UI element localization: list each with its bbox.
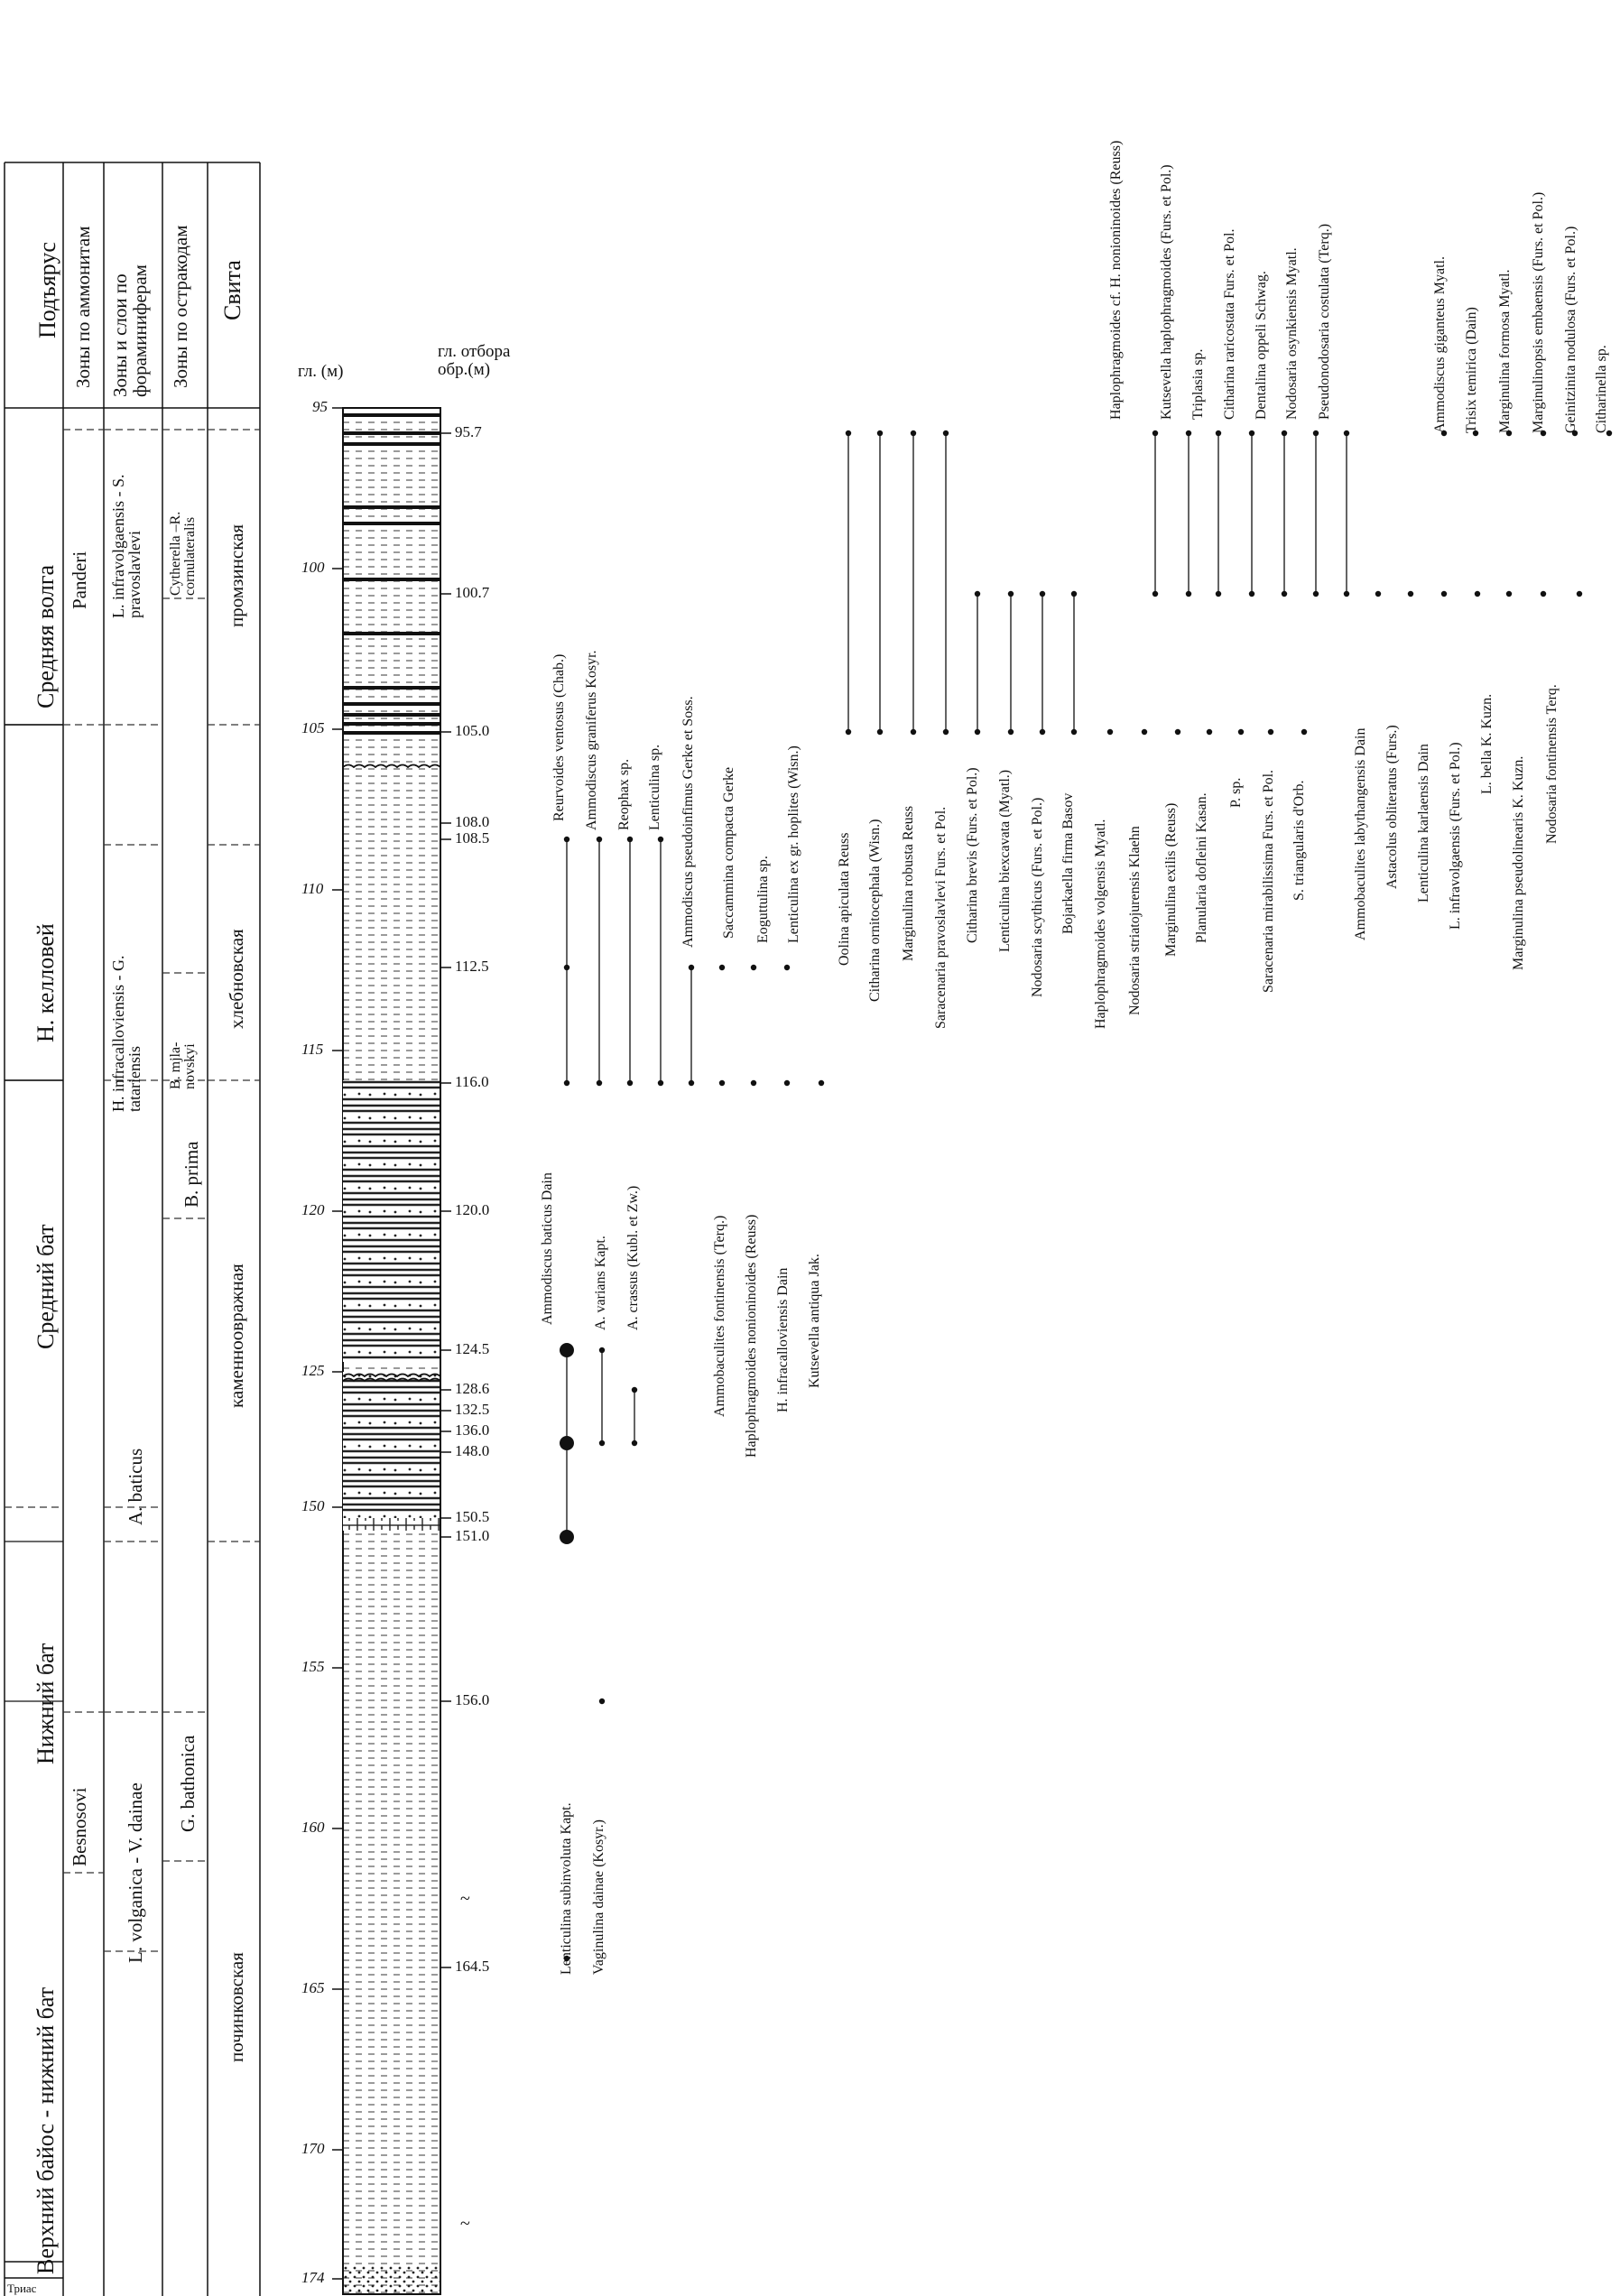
occurrence-dot bbox=[689, 1080, 694, 1086]
occurrence-dot bbox=[1216, 430, 1221, 436]
occurrence-dot bbox=[1107, 729, 1113, 735]
occurrence-dot bbox=[1008, 591, 1014, 597]
occurrence-dot bbox=[564, 965, 569, 970]
occurrence-dot bbox=[1541, 591, 1546, 597]
sample-depth: 116.0 bbox=[455, 1073, 489, 1090]
sample-depth: 120.0 bbox=[455, 1201, 490, 1218]
occurrence-dot bbox=[1441, 591, 1447, 597]
occurrence-dot bbox=[784, 1080, 790, 1086]
species-oolina-apiculata: Oolina apiculata Reuss bbox=[837, 832, 852, 966]
foram-zone-volganica-dainae: L. volganica - V. dainae bbox=[125, 1782, 146, 1963]
ammonite-zone-besnosovi: Besnosovi bbox=[69, 1787, 90, 1866]
occurrence-dot bbox=[1249, 591, 1254, 597]
sand-bed bbox=[343, 2265, 440, 2292]
occurrence-dot bbox=[1175, 729, 1180, 735]
ostracod-zone-mjlanovskyi-text: B. mjla- novskyi bbox=[168, 1042, 198, 1089]
occurrence-dot bbox=[1040, 591, 1045, 597]
occurrence-dot bbox=[784, 965, 790, 970]
occurrence-dot bbox=[627, 1080, 633, 1086]
occurrence-dot bbox=[658, 837, 663, 842]
species-saracenaria-mirabilissima: Saracenaria mirabilissima Furs. et Pol. bbox=[1261, 769, 1276, 993]
occurrence-dot bbox=[1313, 430, 1319, 436]
occurrence-dot bbox=[719, 965, 725, 970]
species-lenticulina-sp: Lenticulina sp. bbox=[647, 744, 662, 830]
occurrence-dot bbox=[1408, 591, 1413, 597]
species-haplophragmoides-volgensis: Haplophragmoides volgensis Myatl. bbox=[1093, 819, 1108, 1029]
species-l-infravolgaensis: L. infravolgaensis (Furs. et Pol.) bbox=[1448, 742, 1463, 930]
depth-tick: 170 bbox=[301, 2140, 325, 2157]
occurrence-dot bbox=[1153, 430, 1158, 436]
formation-pochinkovskaya: починковская bbox=[226, 1952, 247, 2062]
occurrence-dot bbox=[1506, 591, 1512, 597]
dark-band bbox=[343, 702, 440, 706]
occurrence-dot bbox=[564, 837, 569, 842]
occurrence-dot bbox=[911, 729, 916, 735]
occurrence-dot bbox=[1577, 591, 1582, 597]
occurrence-dot bbox=[1375, 591, 1381, 597]
species-citharina-raricostata: Citharina raricostata Furs. et Pol. bbox=[1222, 228, 1237, 420]
occurrence-dot bbox=[1186, 430, 1191, 436]
occurrence-dot bbox=[1475, 591, 1480, 597]
occurrence-dot bbox=[911, 430, 916, 436]
tilde-mark: ~ bbox=[460, 2214, 470, 2234]
occurrence-dot bbox=[1344, 591, 1349, 597]
dark-band bbox=[343, 431, 440, 435]
occurrence-dot bbox=[943, 729, 949, 735]
silt-interval bbox=[343, 1372, 440, 1518]
species-astacolus-obliteratus: Astacolus obliteratus (Furs.) bbox=[1384, 725, 1400, 889]
occurrence-dot bbox=[1344, 430, 1349, 436]
species-nodosaria-osynkiensis: Nodosaria osynkiensis Myatl. bbox=[1284, 247, 1300, 420]
species-ammodiscus-graniferus: Ammodiscus graniferus Kosyr. bbox=[584, 650, 599, 830]
species-nodosaria-scythicus: Nodosaria scythicus (Furs. et Pol.) bbox=[1030, 797, 1045, 997]
sample-depth: 128.6 bbox=[455, 1380, 490, 1397]
occurrence-dot bbox=[975, 729, 980, 735]
ostracod-zone-mjlanovskyi bbox=[169, 1017, 198, 1089]
species-ammodiscus-baticus-text: Ammodiscus baticus Dain bbox=[540, 1172, 555, 1325]
species-trisix-temirica: Trisix temirica (Dain) bbox=[1464, 307, 1479, 433]
occurrence-dot bbox=[1301, 729, 1307, 735]
formation-kamennoovrazhnaya: каменноовражная bbox=[226, 1264, 247, 1408]
species-geinitzinita-nodulosa: Geinitzinita nodulosa (Furs. et Pol.) bbox=[1563, 226, 1578, 433]
occurrence-dot bbox=[1313, 591, 1319, 597]
occurrence-dot bbox=[560, 1436, 574, 1450]
sample-depth: 105.0 bbox=[455, 722, 490, 739]
species-eoguttulina-sp: Eoguttulina sp. bbox=[755, 856, 771, 943]
occurrence-dot bbox=[632, 1440, 637, 1446]
species-marginulina-formosa: Marginulina formosa Myatl. bbox=[1497, 269, 1513, 433]
occurrence-dot bbox=[632, 1387, 637, 1393]
depth-tick: 165 bbox=[301, 1979, 325, 1996]
silt-interval bbox=[343, 1080, 440, 1362]
depth-tick: 150 bbox=[301, 1497, 325, 1514]
occurrence-dot bbox=[1186, 591, 1191, 597]
depth-tick: 110 bbox=[301, 880, 324, 897]
occurrence-dot bbox=[1249, 430, 1254, 436]
ammonite-zone-panderi: Panderi bbox=[69, 551, 90, 609]
species-citharina-brevis: Citharina brevis (Furs. et Pol.) bbox=[965, 767, 980, 943]
substage-middle-bathonian: Средний бат bbox=[32, 1224, 59, 1349]
species-nodosaria-fontinensis: Nodosaria fontinensis Terq. bbox=[1544, 684, 1560, 844]
occurrence-dot bbox=[627, 837, 633, 842]
depth-tick: 120 bbox=[301, 1201, 325, 1218]
sample-depth: 108.0 bbox=[455, 813, 490, 830]
sample-depth: 124.5 bbox=[455, 1340, 490, 1357]
sample-depth: 150.5 bbox=[455, 1508, 490, 1525]
sample-depth: 132.5 bbox=[455, 1401, 490, 1418]
occurrence-dot bbox=[846, 729, 851, 735]
limestone-bed bbox=[343, 1518, 440, 1531]
species-bojarkaella-firma: Bojarkaella firma Basov bbox=[1060, 792, 1076, 934]
occurrence-dot bbox=[564, 1080, 569, 1086]
dark-band bbox=[343, 442, 440, 446]
species-ammobaculites-labythangensis: Ammobaculites labythangensis Dain bbox=[1353, 727, 1368, 940]
species-haplophragmoides-cf bbox=[1108, 59, 1125, 420]
dark-band bbox=[343, 731, 440, 735]
foram-zone-baticus: A. baticus bbox=[125, 1448, 146, 1525]
ostracod-zone-cytherella bbox=[169, 442, 198, 596]
sample-depth: 95.7 bbox=[455, 423, 482, 440]
dark-band bbox=[343, 505, 440, 509]
species-lenticulina-biexcavata: Lenticulina biexcavata (Myatl.) bbox=[997, 769, 1013, 952]
sample-depth: 108.5 bbox=[455, 829, 490, 847]
dark-band bbox=[343, 522, 440, 525]
sample-depth: 164.5 bbox=[455, 1958, 490, 1975]
species-kutsevella-antiqua: Kutsevella antiqua Jak. bbox=[807, 1254, 822, 1388]
foram-zone-infravolgaensis-text: L. infravolgaensis - S. pravoslavlevi bbox=[109, 474, 143, 618]
depth-tick: 125 bbox=[301, 1362, 325, 1379]
species-saccammina-compacta: Saccammina compacta Gerke bbox=[721, 766, 736, 939]
dark-band bbox=[343, 713, 440, 717]
species-marginulina-robusta: Marginulina robusta Reuss bbox=[901, 805, 916, 961]
species-haplophragmoides-nonioninoides: Haplophragmoides nonioninoides (Reuss) bbox=[744, 1214, 759, 1458]
occurrence-dot bbox=[751, 1080, 756, 1086]
substage-lower-bathonian: Нижний бат bbox=[32, 1643, 59, 1764]
sample-depth: 112.5 bbox=[455, 958, 489, 975]
substage-middle-volga: Средняя волга bbox=[32, 564, 59, 708]
species-ammodiscus-baticus bbox=[540, 1126, 556, 1325]
occurrence-dot bbox=[599, 1347, 605, 1353]
ostracod-zone-bathonica: G. bathonica bbox=[177, 1735, 199, 1832]
species-haplophragmoides-cf-text: Haplophragmoides cf. H. nonioninoides (Reuss) bbox=[1108, 140, 1124, 420]
depth-tick: 155 bbox=[301, 1658, 325, 1675]
formation-khlebnovskaya: хлебновская bbox=[226, 929, 247, 1029]
species-a-crassus: A. crassus (Kubl. et Zw.) bbox=[625, 1185, 641, 1330]
ostracod-zone-prima: B. prima bbox=[181, 1141, 202, 1208]
sample-depth-column-header: гл. отбора обр.(м) bbox=[438, 342, 511, 379]
header-substage: Подъярус bbox=[34, 242, 60, 338]
sample-depth: 148.0 bbox=[455, 1442, 490, 1459]
occurrence-dot bbox=[943, 430, 949, 436]
dark-band bbox=[343, 413, 440, 417]
species-ammodiscus-pseudoinfimus: Ammodiscus pseudoinfimus Gerke et Soss. bbox=[680, 696, 696, 948]
species-dentalina-oppeli: Dentalina oppeli Schwag. bbox=[1254, 271, 1269, 420]
header-ostracod-zones: Зоны по остракодам bbox=[170, 225, 191, 388]
occurrence-dot bbox=[1282, 430, 1287, 436]
depth-tick: 95 bbox=[312, 398, 328, 415]
species-marginulinopsis-embaensis: Marginulinopsis embaensis (Furs. et Pol.) bbox=[1531, 191, 1546, 433]
foram-zone-infracalloviensis bbox=[110, 895, 143, 1112]
sample-depth: 151.0 bbox=[455, 1527, 490, 1544]
dark-band bbox=[343, 578, 440, 581]
species-a-varians: A. varians Kapt. bbox=[593, 1236, 608, 1330]
species-reophax-sp: Reophax sp. bbox=[616, 758, 632, 830]
formation-promzinskaya: промзинская bbox=[226, 523, 247, 627]
species-lenticulina-hoplites: Lenticulina ex gr. hoplites (Wisn.) bbox=[786, 745, 801, 943]
dark-band bbox=[343, 722, 440, 726]
species-reurvoides-ventosus: Reurvoides ventosus (Chab.) bbox=[551, 653, 567, 821]
occurrence-dot bbox=[597, 837, 602, 842]
species-citharina-ornitocephala: Citharina ornitocephala (Wisn.) bbox=[867, 819, 883, 1002]
sample-depth: 136.0 bbox=[455, 1421, 490, 1439]
species-h-infracalloviensis: H. infracalloviensis Dain bbox=[775, 1267, 791, 1412]
species-planularia-sp: P. sp. bbox=[1228, 777, 1244, 808]
occurrence-dot bbox=[1071, 729, 1077, 735]
foram-zone-infravolgaensis bbox=[110, 420, 143, 618]
occurrence-dot bbox=[1040, 729, 1045, 735]
substage-lower-callovian: Н. келловей bbox=[32, 923, 59, 1042]
sample-depth: 100.7 bbox=[455, 584, 490, 601]
species-l-bella: L. bella K. Kuzn. bbox=[1479, 693, 1495, 794]
species-lenticulina-karlaensis: Lenticulina karlaensis Dain bbox=[1416, 744, 1431, 903]
occurrence-dot bbox=[1153, 591, 1158, 597]
species-vaginulina-dainae: Vaginulina dainae (Kosyr.) bbox=[591, 1819, 606, 1975]
dark-band bbox=[343, 632, 440, 635]
species-ammobaculites-fontinensis: Ammobaculites fontinensis (Terq.) bbox=[712, 1215, 727, 1417]
species-nodosaria-striatojurensis: Nodosaria striatojurensis Klaehn bbox=[1127, 826, 1143, 1015]
depth-tick: 105 bbox=[301, 719, 325, 736]
species-marginulina-pseudolinearis: Marginulina pseudolinearis K. Kuzn. bbox=[1511, 755, 1526, 970]
occurrence-dot bbox=[1238, 729, 1244, 735]
species-ammodiscus-giganteus: Ammodiscus giganteus Myatl. bbox=[1432, 256, 1448, 433]
occurrence-dot bbox=[1008, 729, 1014, 735]
substage-triassic: Триас bbox=[7, 2282, 37, 2295]
species-saracenaria-pravoslavlevi: Saracenaria pravoslavlevi Furs. et Pol. bbox=[933, 806, 949, 1029]
occurrence-dot bbox=[975, 591, 980, 597]
species-pseudonodosaria-costulata: Pseudonodosaria costulata (Terq.) bbox=[1317, 223, 1332, 420]
occurrence-dot bbox=[599, 1440, 605, 1446]
species-triplasia-sp: Triplasia sp. bbox=[1190, 348, 1206, 420]
species-citharinella-sp: Citharinella sp. bbox=[1594, 345, 1609, 433]
species-lenticulina-subinvoluta: Lenticulina subinvoluta Kapt. bbox=[559, 1802, 574, 1975]
depth-tick: 115 bbox=[301, 1041, 324, 1058]
occurrence-dot bbox=[751, 965, 756, 970]
tilde-mark: ~ bbox=[460, 1889, 470, 1909]
species-marginulina-exilis: Marginulina exilis (Reuss) bbox=[1163, 802, 1179, 957]
species-range-lines bbox=[560, 430, 1612, 1961]
occurrence-dot bbox=[560, 1530, 574, 1544]
occurrence-dot bbox=[877, 430, 883, 436]
depth-tick: 174 bbox=[301, 2269, 325, 2286]
occurrence-dot bbox=[819, 1080, 824, 1086]
sample-depth: 156.0 bbox=[455, 1691, 490, 1708]
header-ammonite-zones: Зоны по аммонитам bbox=[72, 226, 94, 388]
occurrence-dot bbox=[597, 1080, 602, 1086]
occurrence-dot bbox=[599, 1699, 605, 1704]
species-s-triangularis: S. triangularis d'Orb. bbox=[1291, 780, 1307, 901]
substage-upper-bajocian-lower-bathonian: Верхний байос - нижний бат bbox=[32, 1986, 59, 2274]
depth-tick: 100 bbox=[301, 559, 325, 576]
header-foram-zones bbox=[110, 162, 150, 397]
occurrence-dot bbox=[877, 729, 883, 735]
foram-zone-infracalloviensis-text: H. infracalloviensis - G. tatariensis bbox=[109, 955, 143, 1112]
occurrence-dot bbox=[1268, 729, 1273, 735]
header-formation: Свита bbox=[219, 260, 245, 320]
ostracod-zone-cytherella-text: Cytherella –R. cornulateralis bbox=[168, 511, 198, 596]
occurrence-dot bbox=[1282, 591, 1287, 597]
header-foram-zones-text: Зоны и слои по фораминиферам bbox=[109, 264, 152, 397]
occurrence-dot bbox=[719, 1080, 725, 1086]
occurrence-dot bbox=[689, 965, 694, 970]
dark-band bbox=[343, 686, 440, 690]
species-planularia-dofleini: Planularia dofleini Kasan. bbox=[1194, 792, 1209, 943]
depth-tick: 160 bbox=[301, 1819, 325, 1836]
occurrence-dot bbox=[560, 1343, 574, 1357]
occurrence-dot bbox=[658, 1080, 663, 1086]
lithology-column bbox=[343, 408, 470, 2294]
depth-column-header: гл. (м) bbox=[298, 362, 344, 381]
occurrence-dot bbox=[1216, 591, 1221, 597]
occurrence-dot bbox=[1142, 729, 1147, 735]
species-kutsevella-haplophragmoides: Kutsevella haplophragmoides (Furs. et Pol.) bbox=[1159, 164, 1174, 420]
occurrence-dot bbox=[1207, 729, 1212, 735]
occurrence-dot bbox=[1071, 591, 1077, 597]
occurrence-dot bbox=[846, 430, 851, 436]
